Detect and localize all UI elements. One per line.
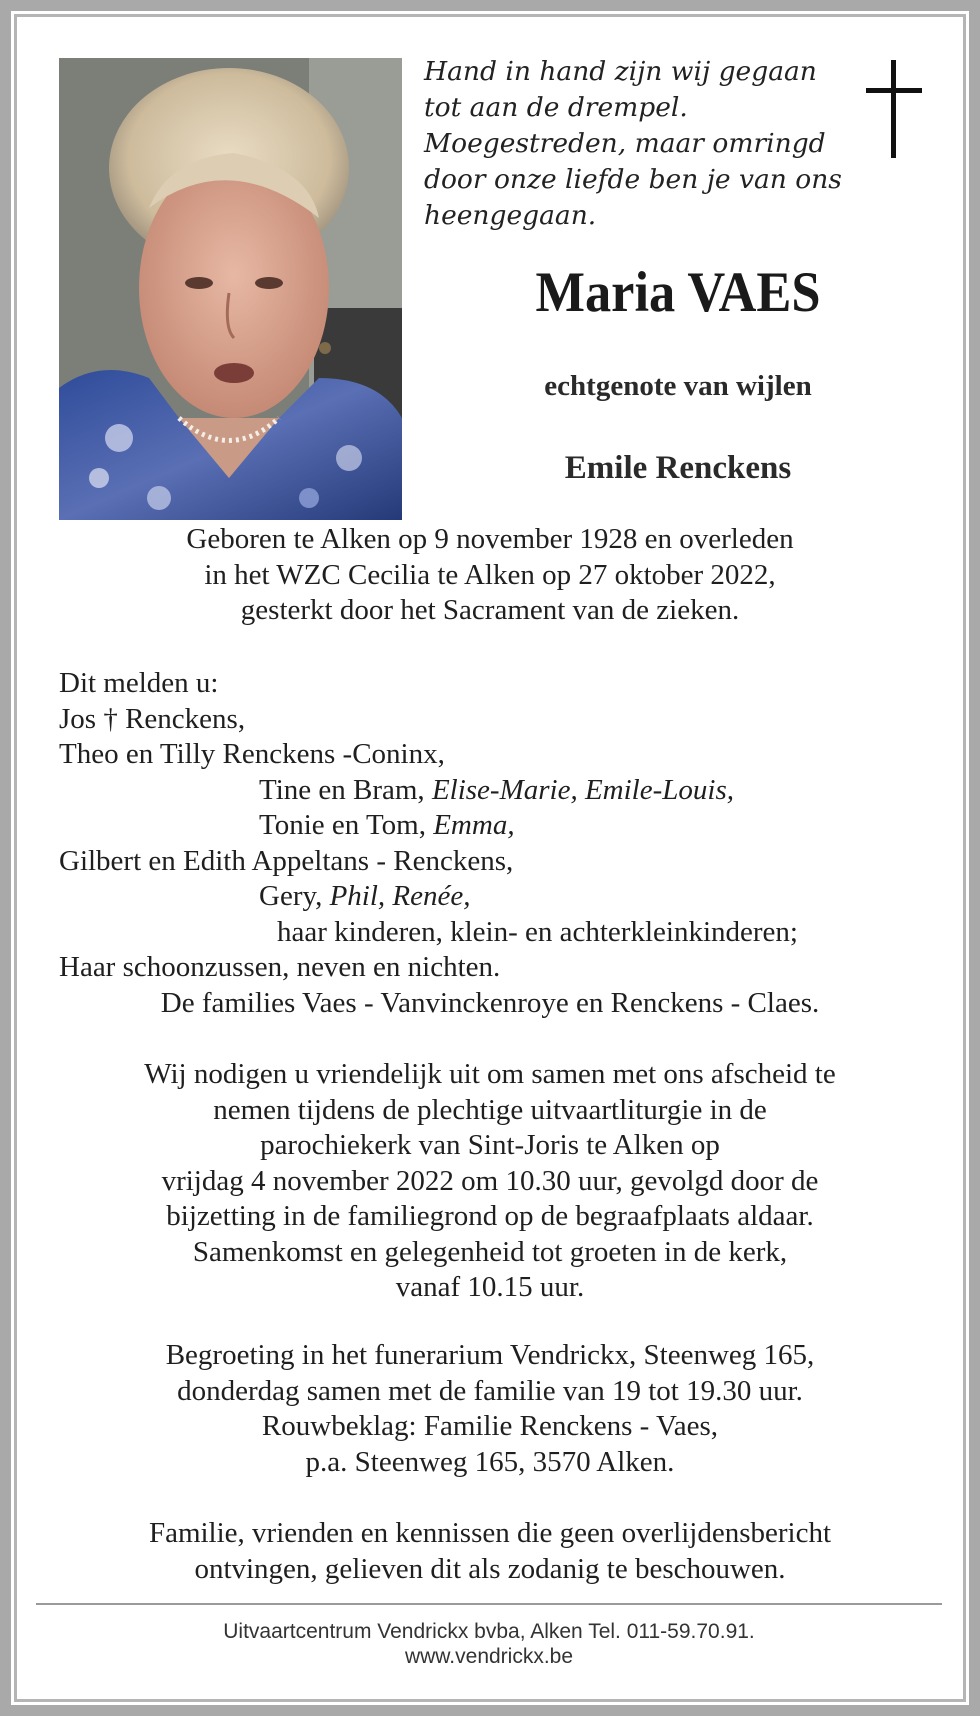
text-line: Begroeting in het funerarium Vendrickx, Steenweg 165, bbox=[165, 1339, 815, 1371]
family-line-plain: Gery, bbox=[259, 880, 330, 912]
birth-death-text bbox=[40, 522, 940, 629]
text-line: Samenkomst en gelegenheid tot groeten in de kerk, bbox=[192, 1235, 788, 1268]
family-line-plain: Tine en Bram, bbox=[259, 773, 432, 806]
text-line: nemen tijdens de plechtige uitvaartliturgie in de bbox=[213, 1093, 767, 1126]
family-line-italic: Emma, bbox=[433, 809, 515, 841]
family-list bbox=[59, 666, 939, 1021]
poem bbox=[424, 54, 854, 234]
poem-line: Hand in hand zijn wij gegaan bbox=[424, 56, 817, 87]
relation-label: echtgenote van wijlen bbox=[544, 370, 812, 402]
family-intro: Dit melden u: bbox=[59, 667, 219, 699]
footer-website: www.vendrickx.be bbox=[404, 1645, 574, 1668]
family-line bbox=[59, 808, 939, 844]
family-line: Gilbert en Edith Appeltans - Renckens, bbox=[59, 844, 514, 877]
text-line: Geboren te Alken op 9 november 1928 en overleden bbox=[186, 523, 794, 555]
footer bbox=[36, 1619, 942, 1669]
family-line bbox=[59, 879, 939, 915]
text-line: Rouwbeklag: Familie Renckens - Vaes, bbox=[261, 1410, 719, 1442]
footer-company: Uitvaartcentrum Vendrickx bvba, Alken Tel. 011-59.70.91. bbox=[223, 1620, 755, 1643]
family-line-italic: Phil, Renée, bbox=[329, 880, 471, 912]
family-line bbox=[59, 773, 939, 809]
poem-line: Moegestreden, maar omringd bbox=[424, 128, 826, 159]
family-line: haar kinderen, klein- en achterkleinkinderen; bbox=[277, 915, 798, 948]
portrait-photo bbox=[59, 58, 402, 520]
family-line-plain: Tonie en Tom, bbox=[259, 809, 434, 841]
text-line: gesterkt door het Sacrament van de zieken. bbox=[240, 594, 740, 626]
text-line: parochiekerk van Sint-Joris te Alken op bbox=[260, 1129, 720, 1161]
text-line: in het WZC Cecilia te Alken op 27 oktober 2022, bbox=[204, 558, 776, 591]
family-line: Jos † Renckens, bbox=[59, 702, 246, 735]
text-line: p.a. Steenweg 165, 3570 Alken. bbox=[305, 1445, 675, 1478]
text-line: ontvingen, gelieven dit als zodanig te beschouwen. bbox=[194, 1552, 786, 1585]
latin-cross-icon bbox=[864, 60, 924, 160]
closing-text bbox=[40, 1516, 940, 1587]
footer-divider bbox=[36, 1603, 942, 1605]
family-line-italic: Elise-Marie, Emile-Louis, bbox=[431, 773, 734, 806]
poem-line: tot aan de drempel. bbox=[424, 92, 688, 123]
poem-line: heengegaan. bbox=[424, 200, 597, 231]
poem-line: door onze liefde ben je van ons bbox=[424, 164, 842, 195]
family-line: Haar schoonzussen, neven en nichten. bbox=[59, 951, 501, 983]
text-line: vrijdag 4 november 2022 om 10.30 uur, gevolgd door de bbox=[161, 1164, 819, 1197]
text-line: vanaf 10.15 uur. bbox=[395, 1271, 585, 1303]
deceased-name: Maria VAES bbox=[535, 261, 821, 324]
spouse-name: Emile Renckens bbox=[564, 450, 792, 486]
text-line: donderdag samen met de familie van 19 tot 19.30 uur. bbox=[177, 1374, 803, 1407]
family-line: De families Vaes - Vanvinckenroye en Renckens - Claes. bbox=[160, 986, 820, 1019]
text-line: bijzetting in de familiegrond op de begraafplaats aldaar. bbox=[166, 1200, 814, 1232]
text-line: Familie, vrienden en kennissen die geen overlijdensbericht bbox=[148, 1517, 832, 1549]
service-text bbox=[40, 1057, 940, 1306]
family-line: Theo en Tilly Renckens -Coninx, bbox=[59, 738, 445, 770]
visitation-text bbox=[40, 1338, 940, 1480]
text-line: Wij nodigen u vriendelijk uit om samen met ons afscheid te bbox=[144, 1058, 836, 1090]
